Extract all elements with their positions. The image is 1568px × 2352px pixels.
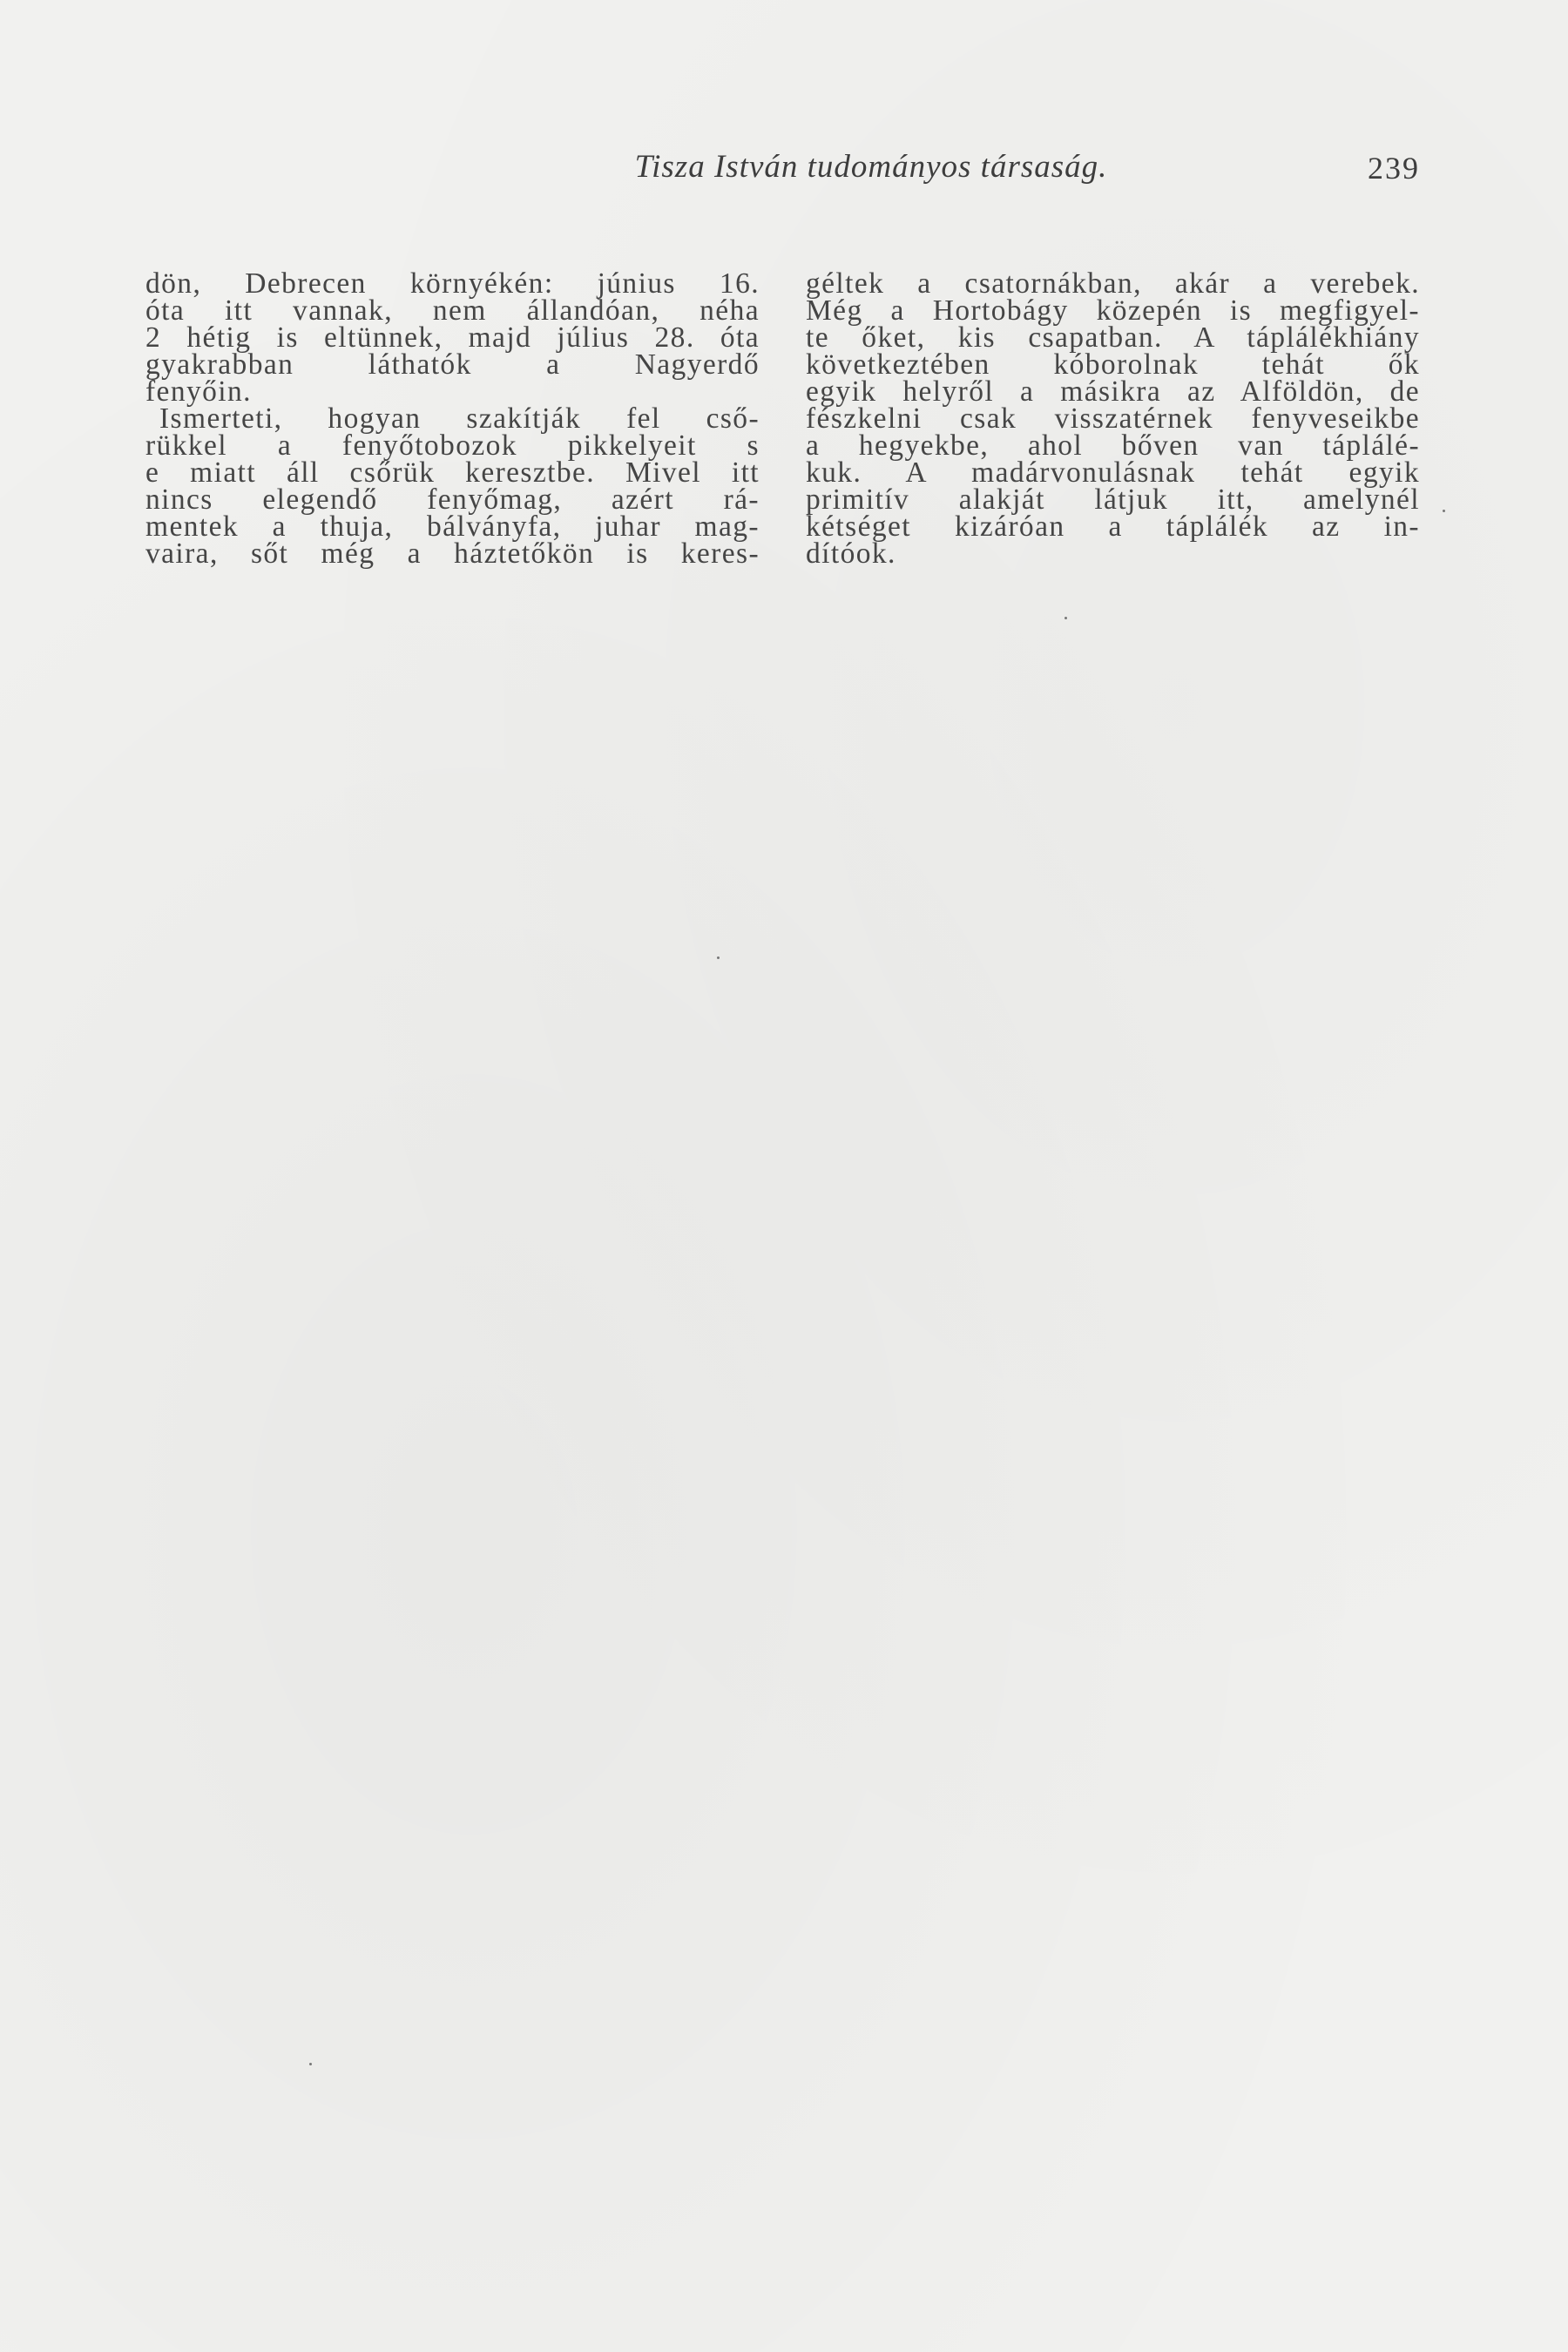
scan-speck	[309, 2063, 312, 2065]
text-line: rükkel a fenyőtobozok pikkelyeit s	[145, 429, 760, 462]
text-line: fészkelni csak visszatérnek fenyveseikbe	[806, 402, 1420, 435]
text-line: 2 hétig is eltünnek, majd július 28. óta	[145, 321, 760, 354]
page-header	[148, 148, 1420, 200]
running-title: Tisza István tudományos társaság.	[634, 149, 1108, 185]
text-line: óta itt vannak, nem állandóan, néha	[145, 294, 760, 327]
text-line: fenyőin.	[145, 375, 252, 408]
text-line: kuk. A madárvonulásnak tehát egyik	[806, 456, 1420, 489]
text-line: egyik helyről a másikra az Alföldön, de	[806, 375, 1420, 408]
text-line: Még a Hortobágy közepén is megfigyel-	[806, 294, 1420, 327]
text-line: e miatt áll csőrük keresztbe. Mivel itt	[145, 456, 760, 489]
text-line: következtében kóborolnak tehát ők	[806, 348, 1420, 381]
text-line: mentek a thuja, bálványfa, juhar mag-	[145, 510, 760, 543]
text-line: dön, Debrecen környékén: június 16.	[145, 267, 760, 300]
page-number: 239	[1368, 151, 1420, 186]
text-line: géltek a csatornákban, akár a verebek.	[806, 267, 1420, 300]
text-line: kétséget kizáróan a táplálék az in-	[806, 510, 1420, 543]
text-line: gyakrabban láthatók a Nagyerdő	[145, 348, 760, 381]
scan-speck	[717, 956, 720, 959]
right-text-column	[806, 267, 1420, 570]
text-line: primitív alakját látjuk itt, amelynél	[806, 483, 1420, 516]
text-line: vaira, sőt még a háztetőkön is keres-	[145, 537, 760, 570]
scan-speck	[1443, 510, 1445, 512]
text-line: te őket, kis csapatban. A táplálékhiány	[806, 321, 1420, 354]
text-line: a hegyekbe, ahol bőven van táplálé-	[806, 429, 1420, 462]
text-line: Ismerteti, hogyan szakítják fel cső-	[159, 402, 760, 435]
text-line: dítóok.	[806, 537, 896, 570]
left-text-column	[145, 267, 760, 570]
text-line: nincs elegendő fenyőmag, azért rá-	[145, 483, 760, 516]
scan-speck	[1064, 617, 1067, 619]
